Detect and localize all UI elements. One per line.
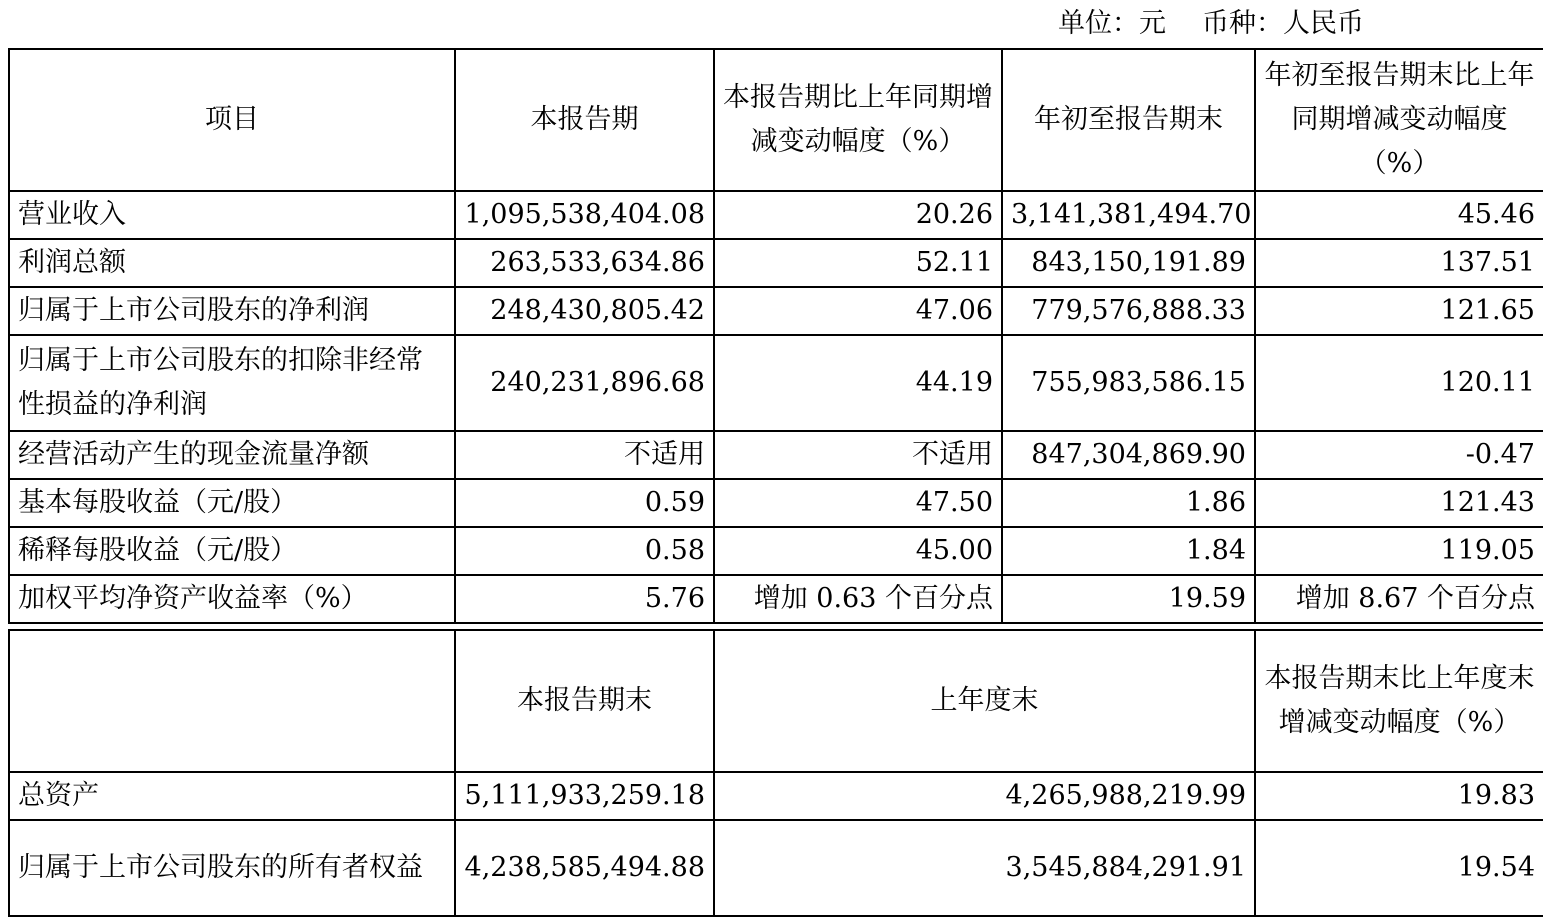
cell-value: 5,111,933,259.18 [455,772,714,820]
cell-value: 843,150,191.89 [1002,239,1255,287]
header-item: 项目 [9,49,455,191]
table-row [9,287,1543,335]
cell-value: 1.86 [1002,479,1255,527]
header-period-end: 本报告期末 [455,630,714,772]
header-prior-year-end: 上年度末 [714,630,1255,772]
row-label: 稀释每股收益（元/股） [9,527,455,575]
cell-value: 3,545,884,291.91 [714,820,1255,916]
table-row [9,191,1543,239]
cell-value: 137.51 [1255,239,1543,287]
cell-value: 44.19 [714,335,1002,431]
table-row [9,431,1543,479]
row-label: 归属于上市公司股东的所有者权益 [9,820,455,916]
table-header-row [9,49,1543,191]
cell-value: 263,533,634.86 [455,239,714,287]
header-ytd: 年初至报告期末 [1002,49,1255,191]
table-row [9,239,1543,287]
cell-value: 20.26 [714,191,1002,239]
row-label: 总资产 [9,772,455,820]
cell-value: 不适用 [714,431,1002,479]
row-label: 利润总额 [9,239,455,287]
cell-value: 119.05 [1255,527,1543,575]
header-item [9,630,455,772]
header-current-period-change: 本报告期比上年同期增减变动幅度（%） [714,49,1002,191]
table-row [9,772,1543,820]
header-period-end-change: 本报告期末比上年度末增减变动幅度（%） [1255,630,1543,772]
table-row [9,335,1543,431]
cell-value: 45.00 [714,527,1002,575]
cell-value: 4,265,988,219.99 [714,772,1255,820]
cell-value: 1,095,538,404.08 [455,191,714,239]
cell-value: 847,304,869.90 [1002,431,1255,479]
row-label: 归属于上市公司股东的扣除非经常性损益的净利润 [9,335,455,431]
cell-value: 19.83 [1255,772,1543,820]
unit-currency-line [1058,4,1364,44]
cell-value: 19.59 [1002,575,1255,623]
header-ytd-change: 年初至报告期末比上年同期增减变动幅度（%） [1255,49,1543,191]
cell-value: 3,141,381,494.70 [1002,191,1255,239]
cell-value: 45.46 [1255,191,1543,239]
cell-value: 增加 0.63 个百分点 [714,575,1002,623]
cell-value: 0.58 [455,527,714,575]
cell-value: 120.11 [1255,335,1543,431]
cell-value: 47.50 [714,479,1002,527]
cell-value: 4,238,585,494.88 [455,820,714,916]
cell-value: 779,576,888.33 [1002,287,1255,335]
table-row [9,820,1543,916]
currency-label: 币种：人民币 [1202,8,1364,39]
cell-value: 121.43 [1255,479,1543,527]
cell-value: 121.65 [1255,287,1543,335]
row-label: 基本每股收益（元/股） [9,479,455,527]
cell-value: 755,983,586.15 [1002,335,1255,431]
cell-value: 1.84 [1002,527,1255,575]
cell-value: 52.11 [714,239,1002,287]
table-row [9,575,1543,623]
cell-value: 47.06 [714,287,1002,335]
row-label: 归属于上市公司股东的净利润 [9,287,455,335]
header-current-period: 本报告期 [455,49,714,191]
row-label: 加权平均净资产收益率（%） [9,575,455,623]
cell-value: -0.47 [1255,431,1543,479]
cell-value: 0.59 [455,479,714,527]
unit-label: 单位：元 [1058,8,1166,39]
cell-value: 增加 8.67 个百分点 [1255,575,1543,623]
table-header-row [9,630,1543,772]
cell-value: 248,430,805.42 [455,287,714,335]
table-row [9,527,1543,575]
cell-value: 不适用 [455,431,714,479]
row-label: 营业收入 [9,191,455,239]
balance-sheet-table [8,629,1543,917]
table-row [9,479,1543,527]
cell-value: 5.76 [455,575,714,623]
cell-value: 19.54 [1255,820,1543,916]
cell-value: 240,231,896.68 [455,335,714,431]
row-label: 经营活动产生的现金流量净额 [9,431,455,479]
financial-data-table [8,48,1543,624]
